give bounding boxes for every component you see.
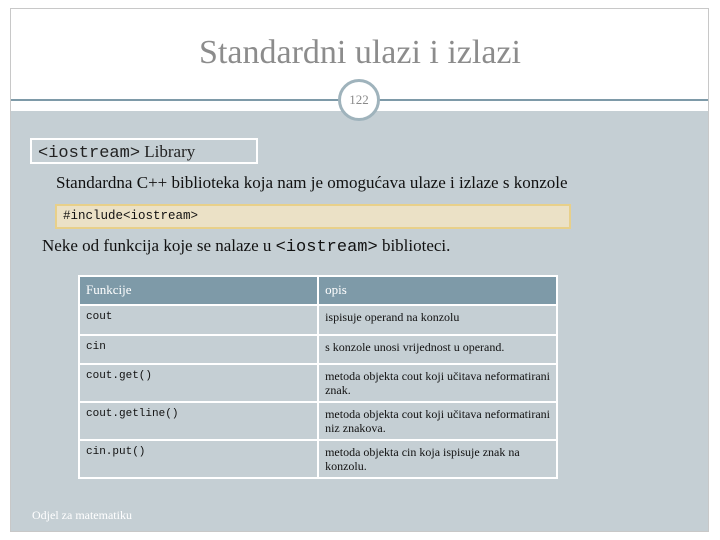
table-row: [79, 335, 557, 364]
page-number: 122: [349, 92, 369, 107]
function-description: s konzole unosi vrijednost u operand.: [318, 335, 557, 364]
footer-text: Odjel za matematiku: [32, 508, 132, 522]
intro-code: <iostream>: [275, 238, 378, 257]
library-label-text: Library: [140, 142, 196, 161]
functions-table: [78, 275, 558, 479]
function-name: cout: [79, 305, 318, 335]
intro-text-before: Neke od funkcija koje se nalaze u: [42, 236, 276, 255]
function-name: cin.put(): [79, 440, 318, 478]
header-description: opis: [318, 276, 557, 305]
function-name: cin: [79, 335, 318, 364]
intro-text-after: biblioteci.: [377, 236, 451, 255]
function-description: metoda objekta cin koja ispisuje znak na konzolu.: [318, 440, 557, 478]
function-name: cout.getline(): [79, 402, 318, 440]
function-description: ispisuje operand na konzolu: [318, 305, 557, 335]
table-row: [79, 364, 557, 402]
table-row: [79, 440, 557, 478]
description-line: Standardna C++ biblioteka koja nam je omogućava ulaze i izlaze s konzole: [56, 173, 568, 192]
table-header-row: [79, 276, 557, 305]
code-snippet: #include<iostream>: [55, 204, 571, 229]
table-row: [79, 402, 557, 440]
function-name: cout.get(): [79, 364, 318, 402]
library-label: [30, 138, 258, 164]
table-row: [79, 305, 557, 335]
header-functions: Funkcije: [79, 276, 318, 305]
function-description: metoda objekta cout koji učitava neformatirani niz znakova.: [318, 402, 557, 440]
library-label-code: <iostream>: [38, 144, 141, 163]
functions-intro-line: [42, 236, 450, 257]
slide-title: Standardni ulazi i izlazi: [199, 34, 521, 71]
page-number-badge: [338, 79, 380, 121]
function-description: metoda objekta cout koji učitava neformatirani znak.: [318, 364, 557, 402]
